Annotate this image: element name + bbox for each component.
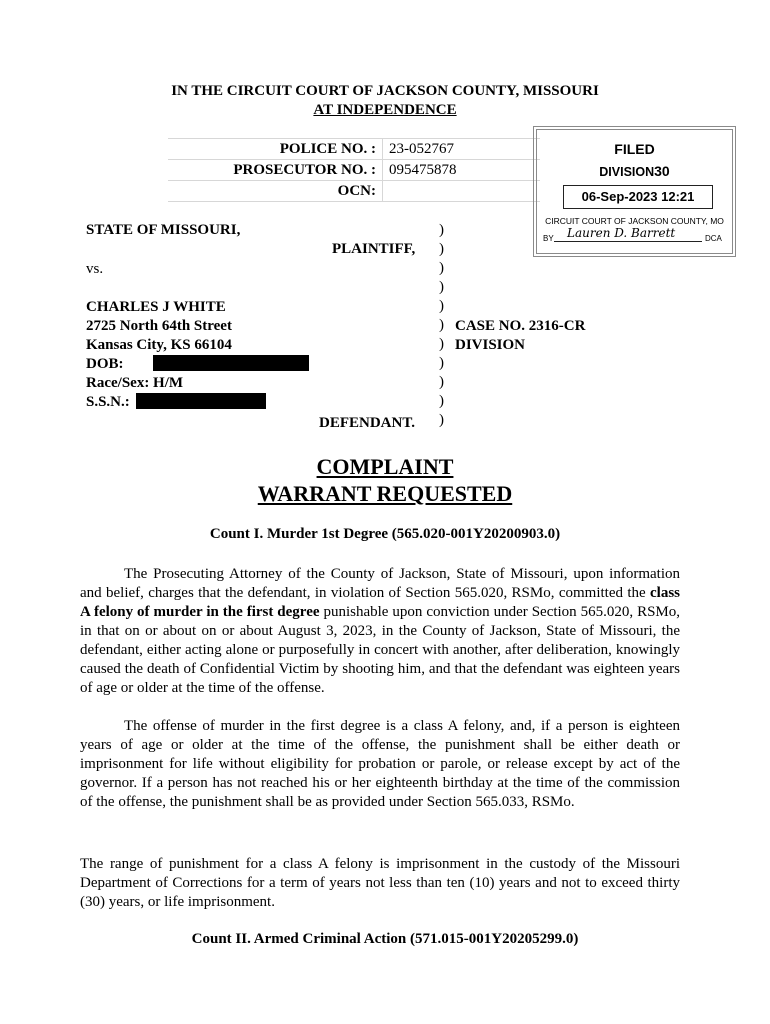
paren: ) [439,393,444,409]
defendant-address-line1: 2725 North 64th Street [86,318,232,334]
paren: ) [439,374,444,390]
paren: ) [439,241,444,257]
dob-line [86,355,309,374]
count-1-paragraph-2: The offense of murder in the first degree is a class A felony, and, if a person is eighteen years of age or older at the time of the offense, the punishment shall be either death or imprisonment for life without eligibility for probation or parole, or release except by act of the governor. If a person has not reached his or her eighteenth birthday at the time of the commission of the offense, the punishment shall be as provided under Section 565.033, RSMo. [80,718,680,810]
filed-label: FILED [614,141,655,157]
plaintiff-label: PLAINTIFF, [332,241,416,257]
count-1-paragraph-3: The range of punishment for a class A felony is imprisonment in the custody of the Missouri Department of Corrections for a term of years not less than ten (10) years and not to exceed thirty (30) years, or life imprisonment. [80,856,680,910]
court-heading [0,82,770,120]
paren: ) [439,317,444,333]
stamp-division [537,163,732,179]
paren: ) [439,298,444,314]
stamp-division-label: DIVISION [599,165,655,179]
ocn-value [383,181,540,201]
clerk-signature: Lauren D. Barrett [567,226,676,240]
case-division: DIVISION [455,337,526,353]
paren: ) [439,279,444,295]
paren: ) [439,336,444,352]
stamp-by-label: BY [543,234,554,243]
dob-label: DOB: [86,356,124,372]
court-location: AT INDEPENDENCE [313,102,457,118]
document-title [0,453,770,507]
paren: ) [439,222,444,238]
count-1-paragraph-1 [80,565,680,698]
defendant-name: CHARLES J WHITE [86,299,226,315]
signature-line [554,241,702,242]
defendant-address-line2: Kansas City, KS 66104 [86,337,232,353]
paren: ) [439,355,444,371]
police-number-row [168,138,540,159]
case-number: CASE NO. 2316-CR [455,318,586,334]
paren: ) [439,412,444,428]
prosecutor-number-row [168,159,540,180]
count-1-text-b: punishable upon conviction under Section 565.020, RSMo, in that on or about on or about August 3, 2023, in the County of Jackson, State of Missouri, the defendant, either acting alone or purposefully in concert with another, after deliberation, knowingly caused the death of Confidential Victim by shooting him, and that the defendant was eighteen years of age or older at the time of the offense. [80,604,681,696]
ssn-line [86,393,266,412]
filed-stamp [533,126,736,257]
complaint-title: COMPLAINT [316,454,454,479]
count-1-bold-charge: class A felony of murder in the first degree [80,585,680,620]
stamp-datetime: 06-Sep-2023 12:21 [563,185,713,209]
ssn-redaction [136,393,266,409]
paren: ) [439,260,444,276]
prosecutor-number-label: PROSECUTOR NO. : [168,160,383,180]
ocn-row [168,180,540,202]
defendant-label: DEFENDANT. [319,415,415,431]
ocn-label: OCN: [168,181,383,201]
ssn-label: S.S.N.: [86,394,130,410]
versus-label: vs. [86,261,104,277]
case-numbers-table [168,138,540,202]
stamp-court: CIRCUIT COURT OF JACKSON COUNTY, MO [545,216,724,226]
warrant-requested-title: WARRANT REQUESTED [257,481,513,506]
caption-parentheses [439,221,444,430]
police-number-value: 23-052767 [389,141,454,157]
stamp-dca-label: DCA [705,234,722,243]
count-1-text-a: The Prosecuting Attorney of the County of Jackson, State of Missouri, upon information and belief, charges that the defendant, in violation of Section 565.020, RSMo, committed the [80,566,680,601]
count-1-heading: Count I. Murder 1st Degree (565.020-001Y20200903.0) [209,526,561,542]
police-number-label: POLICE NO. : [168,139,383,159]
plaintiff-name: STATE OF MISSOURI, [86,222,241,238]
court-name: IN THE CIRCUIT COURT OF JACKSON COUNTY, MISSOURI [171,83,599,99]
count-2-heading: Count II. Armed Criminal Action (571.015-001Y20205299.0) [191,931,579,947]
race-sex: Race/Sex: H/M [86,375,184,391]
prosecutor-number-value: 095475878 [389,162,457,178]
stamp-division-number: 30 [654,163,670,179]
dob-redaction [153,355,309,371]
